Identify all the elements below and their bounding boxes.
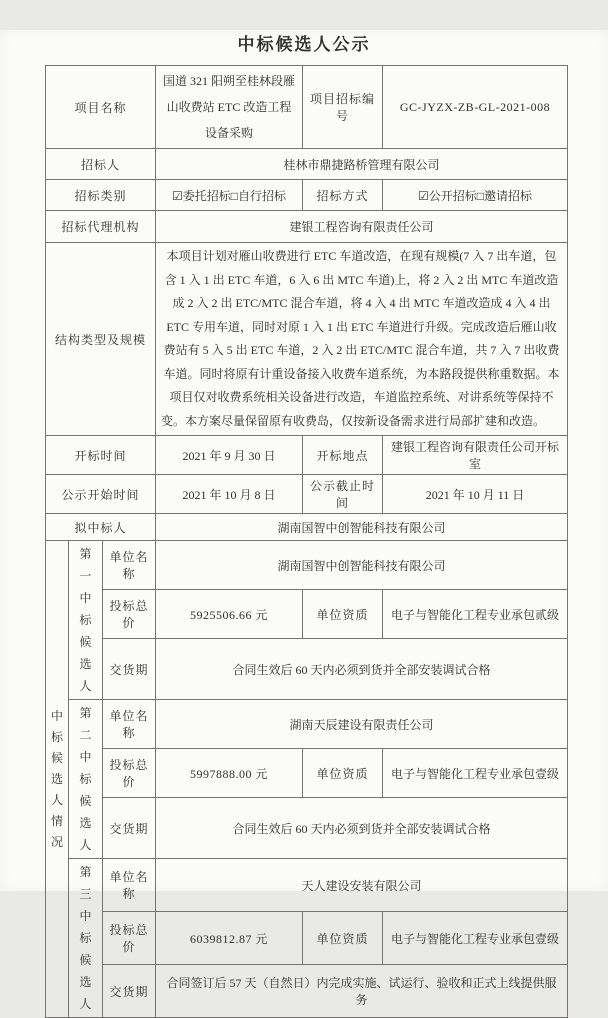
candidate3-qualification-label: 单位资质 [303, 912, 383, 965]
proposed-winner-label: 拟中标人 [46, 514, 156, 541]
opening-time-label: 开标时间 [46, 436, 156, 475]
row-bid-category [46, 180, 568, 211]
tenderer-value: 桂林市鼎捷路桥管理有限公司 [156, 149, 568, 180]
candidate3-rank-label: 第三中标候选人 [69, 859, 103, 1018]
publicity-end-value: 2021 年 10 月 11 日 [383, 475, 568, 514]
opening-place-label: 开标地点 [303, 436, 383, 475]
candidate2-delivery-value: 合同生效后 60 天内必须到货并全部安装调试合格 [156, 798, 568, 859]
candidate1-unit-name-value: 湖南国智中创智能科技有限公司 [156, 541, 568, 590]
page-title: 中标候选人公示 [237, 35, 371, 54]
publicity-start-label: 公示开始时间 [46, 475, 156, 514]
candidate3-price-value: 6039812.87 元 [156, 912, 303, 965]
candidate3-delivery-label: 交货期 [103, 965, 156, 1018]
row-structure [46, 243, 568, 436]
candidate1-price-label: 投标总价 [103, 590, 156, 639]
agency-value: 建银工程咨询有限责任公司 [156, 211, 568, 243]
candidate2-price-row [46, 749, 568, 798]
structure-label: 结构类型及规模 [46, 243, 156, 436]
candidate3-qualification-value: 电子与智能化工程专业承包壹级 [383, 912, 568, 965]
candidate3-delivery-row [46, 965, 568, 1018]
agency-label: 招标代理机构 [46, 211, 156, 243]
candidates-side-label: 中标候选人情况 [46, 541, 69, 1018]
proposed-winner-value: 湖南国智中创智能科技有限公司 [156, 514, 568, 541]
candidate1-price-value: 5925506.66 元 [156, 590, 303, 639]
candidate2-price-label: 投标总价 [103, 749, 156, 798]
candidate3-unit-name-value: 天人建设安装有限公司 [156, 859, 568, 912]
candidate3-unit-name-label: 单位名称 [103, 859, 156, 912]
candidate2-qualification-label: 单位资质 [303, 749, 383, 798]
row-agency [46, 211, 568, 243]
bid-number-value: GC-JYZX-ZB-GL-2021-008 [383, 66, 568, 149]
candidate2-delivery-row [46, 798, 568, 859]
project-name-label: 项目名称 [46, 66, 156, 149]
candidate1-rank-label: 第一中标候选人 [69, 541, 103, 700]
candidate2-price-value: 5997888.00 元 [156, 749, 303, 798]
candidate3-price-label: 投标总价 [103, 912, 156, 965]
announcement-table [45, 65, 568, 1018]
opening-place-value: 建银工程咨询有限责任公司开标室 [383, 436, 568, 475]
document-page [0, 30, 608, 1011]
publicity-end-label: 公示截止时间 [303, 475, 383, 514]
bid-category-label: 招标类别 [46, 180, 156, 211]
publicity-start-value: 2021 年 10 月 8 日 [156, 475, 303, 514]
candidate1-delivery-label: 交货期 [103, 639, 156, 700]
row-tenderer [46, 149, 568, 180]
candidate2-unit-name-label: 单位名称 [103, 700, 156, 749]
row-project [46, 66, 568, 149]
bid-number-label: 项目招标编号 [303, 66, 383, 149]
candidate2-qualification-value: 电子与智能化工程专业承包壹级 [383, 749, 568, 798]
structure-value: 本项目计划对雁山收费进行 ETC 车道改造，在现有规模(7 入 7 出车道，包含 1 入 1 出 ETC 车道，6 入 6 出 MTC 车道)上，将 2 入 2 出 MTC 车道改造成 2 入 2 出 ETC/MTC 混合车道，将 4 入 4 出 MTC 车道改造成 4 入 4 出 ETC 专用车道，同时对原 1 入 1 出 ETC 车道进行升级。完成改造后雁山收费站有 5 入 5 出 ETC 车道，2 入 2 出 ETC/MTC 混合车道，共 7 入 7 出收费车道。同时将原有计重设备接入收费车道系统，为本路段提供称重数据。本项目仅对收费系统相关设备进行改造，车道监控系统、对讲系统等保持不变。本方案尽量保留原有收费岛，仅按新设备需求进行局部扩建和改造。 [156, 243, 568, 436]
candidate3-unit-row [46, 859, 568, 912]
candidate1-unit-row [46, 541, 568, 590]
bid-method-checkboxes: ☑公开招标□邀请招标 [383, 180, 568, 211]
tenderer-label: 招标人 [46, 149, 156, 180]
candidate1-qualification-label: 单位资质 [303, 590, 383, 639]
candidate1-qualification-value: 电子与智能化工程专业承包贰级 [383, 590, 568, 639]
candidate2-unit-name-value: 湖南天辰建设有限责任公司 [156, 700, 568, 749]
bid-category-checkboxes: ☑委托招标□自行招标 [156, 180, 303, 211]
candidate2-delivery-label: 交货期 [103, 798, 156, 859]
candidate1-price-row [46, 590, 568, 639]
project-name-value: 国道 321 阳朔至桂林段雁山收费站 ETC 改造工程设备采购 [156, 66, 303, 149]
row-opening [46, 436, 568, 475]
candidate1-unit-name-label: 单位名称 [103, 541, 156, 590]
candidate2-rank-label: 第二中标候选人 [69, 700, 103, 859]
candidate3-delivery-value: 合同签订后 57 天（自然日）内完成实施、试运行、验收和正式上线提供服务 [156, 965, 568, 1018]
row-proposed-winner [46, 514, 568, 541]
row-publicity [46, 475, 568, 514]
candidate1-delivery-value: 合同生效后 60 天内必须到货并全部安装调试合格 [156, 639, 568, 700]
candidate3-price-row [46, 912, 568, 965]
candidate1-delivery-row [46, 639, 568, 700]
opening-time-value: 2021 年 9 月 30 日 [156, 436, 303, 475]
candidate2-unit-row [46, 700, 568, 749]
bid-method-label: 招标方式 [303, 180, 383, 211]
